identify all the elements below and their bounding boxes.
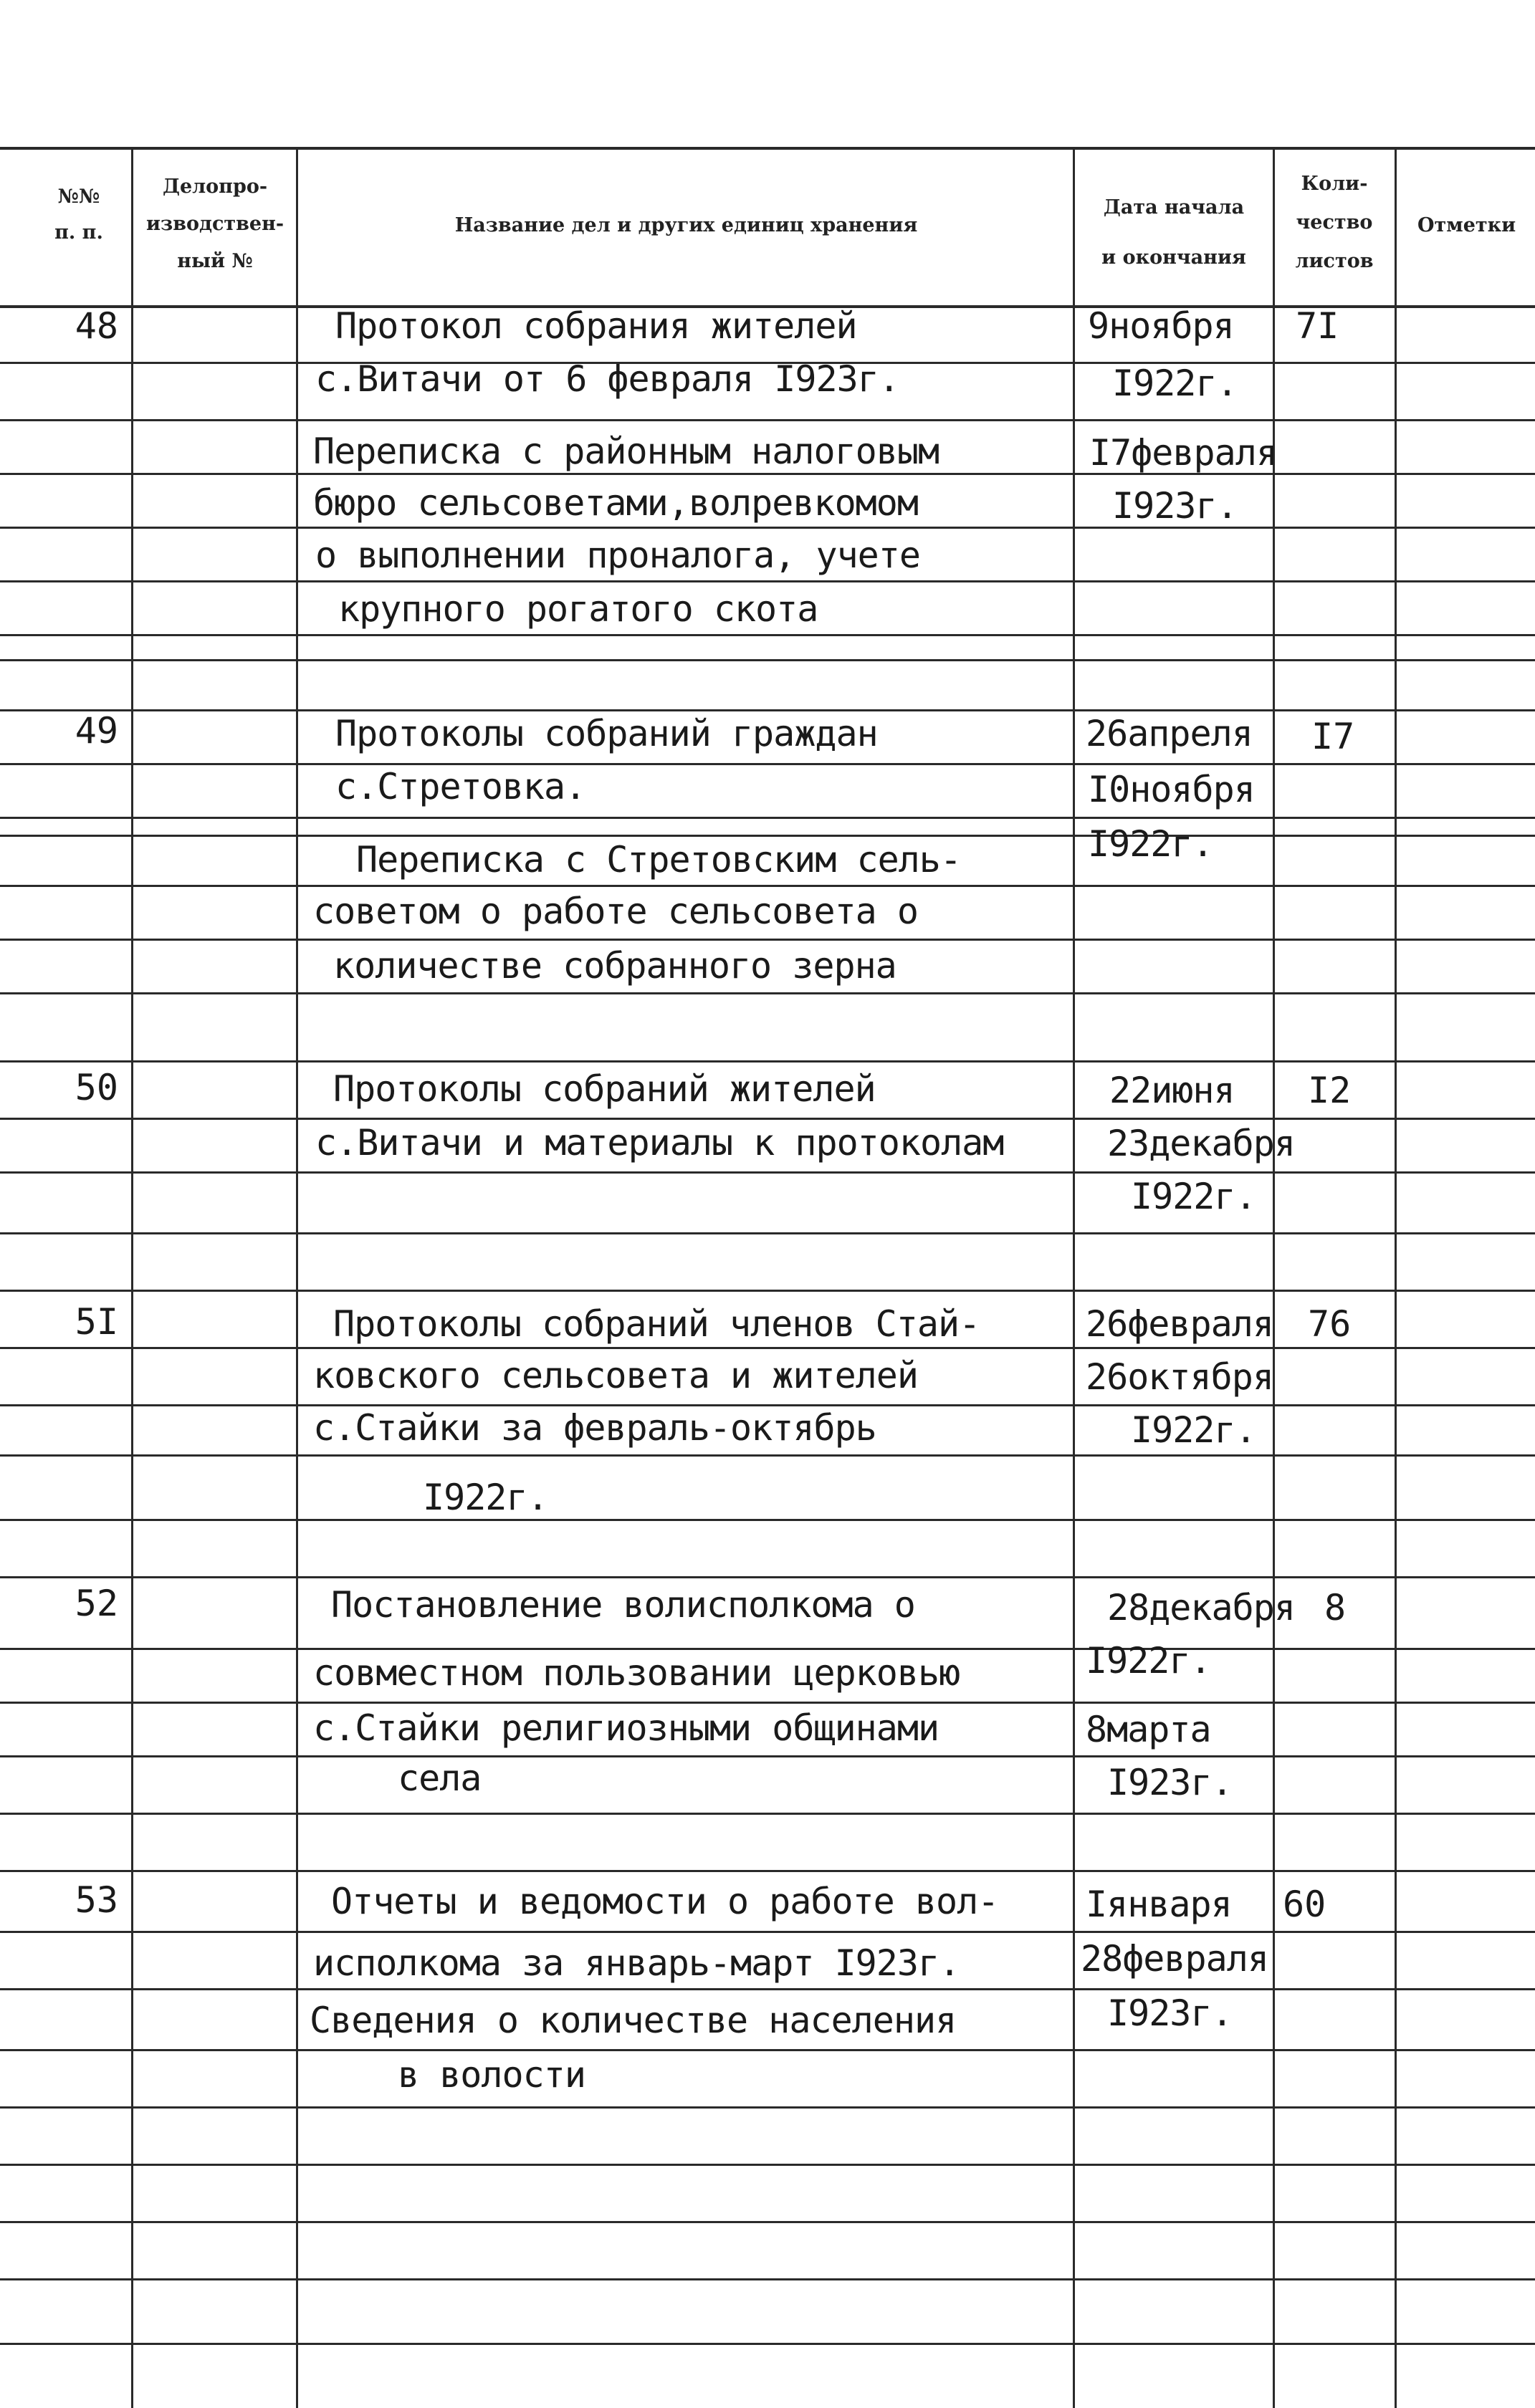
row-rule — [0, 1290, 1535, 1292]
record-title-line: с.Стайки религиозными общинами — [313, 1707, 939, 1749]
record-number: 5I — [75, 1301, 118, 1343]
row-rule — [0, 1171, 1535, 1174]
header-col-office-number: Делопро- изводствен- ный № — [145, 176, 284, 272]
record-number: 52 — [75, 1583, 118, 1624]
row-rule — [0, 580, 1535, 582]
record-title-line: в волости — [398, 2054, 585, 2096]
record-sheet-count: 60 — [1283, 1884, 1326, 1925]
record-title-line: Протоколы собраний граждан — [335, 713, 878, 754]
record-date: I922г. — [1131, 1176, 1256, 1217]
record-sheet-count: 76 — [1308, 1303, 1352, 1345]
record-title-line: I922г. — [423, 1477, 548, 1518]
record-date: 9ноября — [1088, 305, 1234, 347]
row-rule — [0, 473, 1535, 475]
row-rule — [0, 2343, 1535, 2345]
column-divider — [1073, 147, 1075, 2408]
row-rule — [0, 1813, 1535, 1815]
record-title-line: Переписка с районным налоговым — [313, 431, 939, 472]
record-title-line: советом о работе сельсовета о — [313, 891, 918, 932]
record-date: 26апреля — [1086, 713, 1253, 754]
record-title-line: с.Стайки за февраль-октябрь — [313, 1407, 876, 1449]
row-rule — [0, 659, 1535, 661]
record-title-line: Переписка с Стретовским сель- — [356, 839, 961, 881]
row-rule — [0, 992, 1535, 994]
row-rule — [0, 1870, 1535, 1872]
record-title-line: Сведения о количестве населения — [310, 2000, 957, 2041]
record-sheet-count: I7 — [1311, 716, 1355, 757]
record-title-line: Протоколы собраний членов Стай- — [333, 1303, 980, 1345]
row-rule — [0, 1702, 1535, 1704]
record-title-line: бюро сельсоветами,волревкомом — [313, 482, 918, 524]
record-title-line: ковского сельсовета и жителей — [313, 1355, 918, 1396]
row-rule — [0, 1118, 1535, 1120]
record-title-line: Протокол собрания жителей — [335, 305, 857, 347]
record-number: 50 — [75, 1067, 118, 1108]
column-divider — [1273, 147, 1275, 2408]
row-rule — [0, 885, 1535, 887]
record-sheet-count: I2 — [1308, 1070, 1352, 1111]
header-col-notes: Отметки — [1417, 214, 1516, 236]
record-date: I922г. — [1131, 1409, 1256, 1451]
record-date: 8марта — [1086, 1709, 1211, 1750]
row-rule — [0, 709, 1535, 711]
row-rule — [0, 419, 1535, 421]
record-date: I922г. — [1088, 823, 1213, 865]
record-date: I922г. — [1112, 363, 1238, 404]
row-rule — [0, 1648, 1535, 1650]
header-col-dates: Дата начала и окончания — [1101, 196, 1246, 269]
row-rule — [0, 835, 1535, 837]
record-title-line: количестве собранного зерна — [333, 945, 896, 987]
record-title-line: с.Витачи от 6 февраля I923г. — [315, 358, 899, 400]
row-rule — [0, 2278, 1535, 2280]
record-date: 23декабря — [1107, 1123, 1295, 1164]
row-rule — [0, 1755, 1535, 1757]
column-divider — [131, 147, 133, 2408]
record-title-line: с.Витачи и материалы к протоколам — [315, 1122, 1004, 1164]
header-col-title: Название дел и других единиц хранения — [454, 214, 918, 236]
record-date: Iянваря — [1086, 1884, 1232, 1925]
row-rule — [0, 1931, 1535, 1933]
column-divider — [296, 147, 298, 2408]
header-col-number: №№ п. п. — [54, 186, 103, 244]
record-title-line: Протоколы собраний жителей — [333, 1068, 876, 1110]
row-rule — [0, 1988, 1535, 1990]
header-col-sheets: Коли- чество листов — [1295, 173, 1374, 272]
record-date: 26февраля — [1086, 1303, 1273, 1345]
record-number: 53 — [75, 1879, 118, 1921]
record-title-line: с.Стретовка. — [335, 766, 586, 807]
row-rule — [0, 817, 1535, 819]
row-rule — [0, 1347, 1535, 1349]
record-date: I922г. — [1086, 1640, 1211, 1682]
record-date: I0ноября — [1088, 769, 1255, 810]
record-date: I923г. — [1107, 1992, 1233, 2034]
record-title-line: совместном пользовании церковью — [313, 1652, 960, 1694]
record-date: 28декабря — [1107, 1587, 1295, 1628]
record-date: I923г. — [1107, 1762, 1233, 1803]
record-title-line: села — [398, 1757, 482, 1799]
row-rule — [0, 1232, 1535, 1234]
record-sheet-count: 7I — [1296, 305, 1339, 347]
record-title-line: о выполнении проналога, учете — [315, 534, 920, 576]
row-rule — [0, 2049, 1535, 2051]
record-date: 26октября — [1086, 1356, 1273, 1398]
record-title-line: Постановление волисполкома о — [331, 1584, 915, 1626]
record-number: 49 — [75, 710, 118, 752]
row-rule — [0, 2164, 1535, 2166]
record-title-line: Отчеты и ведомости о работе вол- — [331, 1881, 999, 1922]
row-rule — [0, 634, 1535, 636]
record-title-line: исполкома за январь-март I923г. — [313, 1942, 960, 1984]
row-rule — [0, 1519, 1535, 1521]
row-rule — [0, 2221, 1535, 2223]
record-date: 22июня — [1109, 1070, 1235, 1111]
record-date: 28февраля — [1081, 1938, 1268, 1980]
record-number: 48 — [75, 305, 118, 347]
row-rule — [0, 1576, 1535, 1578]
row-rule — [0, 763, 1535, 765]
record-date: I7февраля — [1089, 432, 1277, 474]
row-rule — [0, 1454, 1535, 1457]
row-rule — [0, 147, 1535, 150]
record-date: I923г. — [1112, 485, 1238, 527]
row-rule — [0, 1060, 1535, 1063]
column-divider — [1395, 147, 1397, 2408]
row-rule — [0, 2106, 1535, 2109]
row-rule — [0, 527, 1535, 529]
record-title-line: крупного рогатого скота — [338, 588, 818, 630]
record-sheet-count: 8 — [1324, 1587, 1347, 1628]
row-rule — [0, 939, 1535, 941]
